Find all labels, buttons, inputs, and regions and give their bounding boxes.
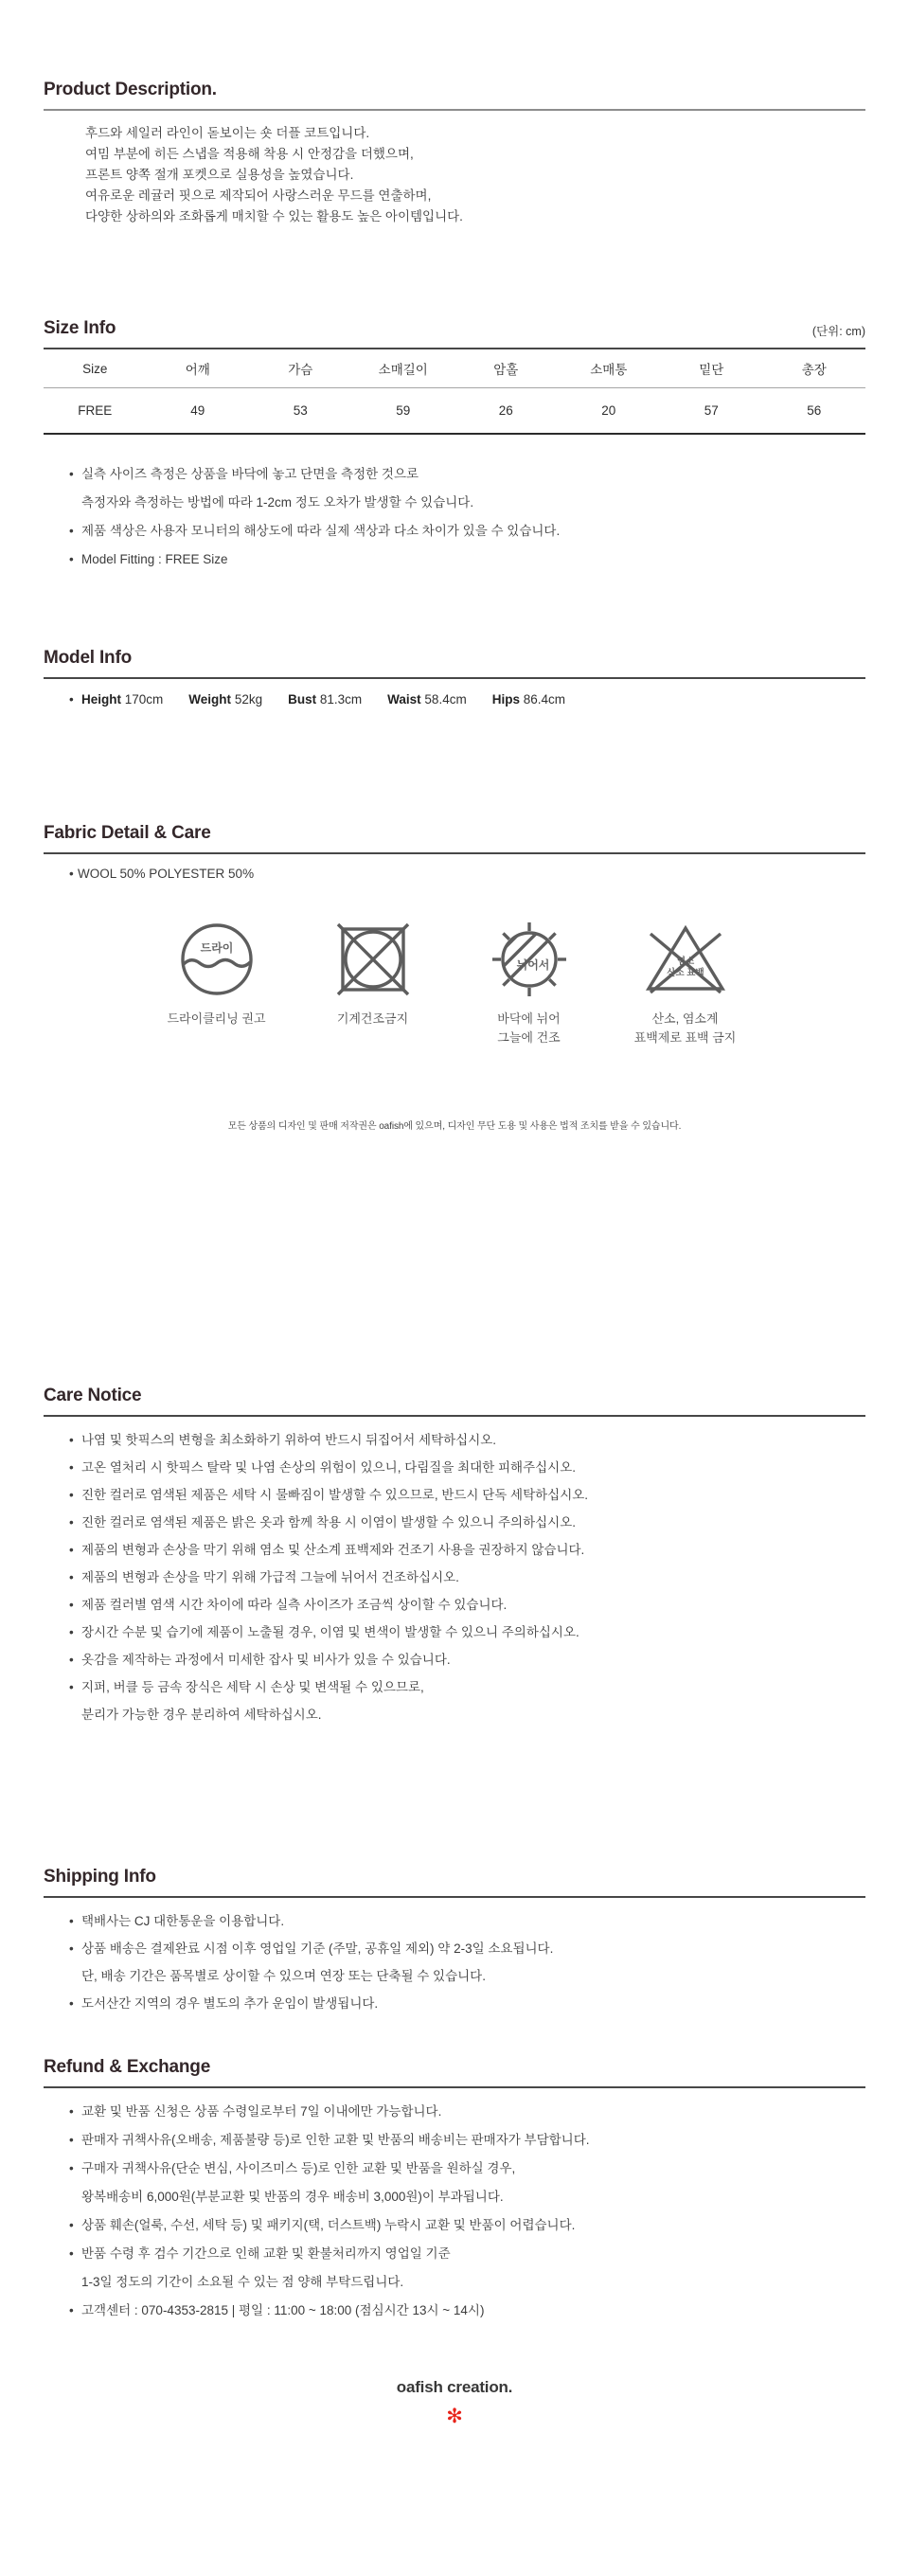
care-notice-item [44,1426,865,1454]
composition-line [44,864,865,885]
item-text: 왕복배송비 6,000원(부분교환 및 반품의 경우 배송비 3,000원)이 부과됩니다. [81,2190,504,2204]
bullet: • [69,1598,74,1612]
bullet [69,2268,81,2297]
size-table-cell: 20 [558,388,661,435]
bullet: • [69,1460,74,1475]
stat-value: 52kg [234,692,263,707]
item-text: 분리가 가능한 경우 분리하여 세탁하십시오. [81,1708,322,1722]
size-table-cell: FREE [44,388,147,435]
care-symbol-dry-flat-shade [451,919,607,1047]
size-info-title: Size Info [44,318,116,338]
size-table-header: 소매통 [558,349,661,388]
care-notice-list [44,1426,865,1728]
section-divider [44,2086,865,2088]
size-info-header [44,318,865,348]
bullet: • [69,2104,74,2119]
bullet: • [69,692,74,707]
size-table [44,349,865,435]
shipping-info-item [44,1962,865,1990]
model-stat [387,690,467,709]
item-text: 교환 및 반품 신청은 상품 수령일로부터 7일 이내에만 가능합니다. [81,2104,442,2119]
stat-label: Waist [387,692,421,707]
refund-exchange-item [44,2126,865,2155]
copyright-notice: 모든 상품의 디자인 및 판매 저작권은 oafish에 있으며, 디자인 무단 도용 및 사용은 법적 조치를 받을 수 있습니다. [227,1121,682,1132]
care-symbol-label: 드라이클리닝 권고 [167,1011,266,1026]
care-symbol-label: 기계건조금지 [336,1011,409,1026]
item-text: 도서산간 지역의 경우 별도의 추가 운임이 발생됩니다. [81,1996,379,2011]
stat-value: 81.3cm [319,692,363,707]
size-table-cell: 53 [249,388,352,435]
bullet: • [69,1515,74,1530]
care-symbols-row [138,919,763,1047]
description-line: 프론트 양쪽 절개 포켓으로 실용성을 높였습니다. [85,168,354,182]
size-unit-note: (단위: cm) [811,325,865,338]
size-table-header: 가슴 [249,349,352,388]
care-symbol-label: 그늘에 건조 [497,1030,561,1045]
description-line: 여유로운 레귤러 핏으로 제작되어 사랑스러운 무드를 연출하며, [85,188,432,203]
section-shipping-info [44,1867,865,2017]
item-text: 지퍼, 버클 등 금속 장식은 세탁 시 손상 및 변색될 수 있으므로, [81,1680,424,1694]
dry-clean-icon [179,919,255,1000]
care-symbol-dry-clean [138,919,294,1047]
stat-value: 58.4cm [424,692,467,707]
item-text: 1-3일 정도의 기간이 소요될 수 있는 점 양해 부탁드립니다. [81,2275,404,2289]
bullet: • [69,1996,74,2011]
bullet: • [69,1914,74,1928]
item-text: 고온 열처리 시 핫픽스 탈락 및 나염 손상의 위험이 있으니, 다림질을 최대한 피해주십시오. [81,1460,576,1475]
shipping-info-list [44,1907,865,2017]
size-table-cell: 49 [147,388,250,435]
bullet: • [69,1433,74,1447]
svg-text:뉘어서: 뉘어서 [516,958,549,972]
size-note-item [44,517,865,546]
stat-label: Bust [288,692,317,707]
size-table-row [44,388,865,435]
section-divider [44,852,865,854]
refund-exchange-item [44,2211,865,2240]
shipping-info-item [44,1990,865,2017]
item-text: 고객센터 : 070-4353-2815 | 평일 : 11:00 ~ 18:00 (점심시간 13시 ~ 14시) [81,2303,485,2317]
refund-exchange-item [44,2297,865,2325]
care-notice-title: Care Notice [44,1386,142,1405]
shipping-info-item [44,1935,865,1962]
care-notice-item [44,1536,865,1564]
refund-exchange-item [44,2268,865,2297]
bullet: • [69,867,74,881]
refund-exchange-item [44,2098,865,2126]
item-text: 상품 훼손(얼룩, 수선, 세탁 등) 및 패키지(택, 더스트백) 누락시 교환 및 반품이 어렵습니다. [81,2218,576,2232]
care-symbol-label: 표백제로 표백 금지 [633,1030,737,1045]
item-text: 진한 컬러로 염색된 제품은 세탁 시 물빠짐이 발생할 수 있으므로, 반드시 단독 세탁하십시오. [81,1488,589,1502]
refund-exchange-list [44,2098,865,2325]
brand-flower-icon: ✻ [446,2406,463,2427]
shipping-info-item [44,1907,865,1935]
care-notice-item [44,1673,865,1701]
model-info-title: Model Info [44,648,132,668]
refund-exchange-item [44,2183,865,2211]
bullet: • [69,2218,74,2232]
care-notice-item [44,1701,865,1728]
section-divider [44,109,865,111]
size-table-cell: 57 [660,388,763,435]
bullet: • [69,2161,74,2175]
section-model-info [44,648,865,709]
bullet: • [69,1653,74,1667]
stat-label: Weight [188,692,232,707]
refund-exchange-item [44,2240,865,2268]
size-table-header: 암홀 [454,349,558,388]
svg-text:염소: 염소 [676,957,694,967]
bullet: • [69,1543,74,1557]
fabric-composition [44,864,865,885]
bullet: • [69,1625,74,1639]
size-note-item [44,489,865,517]
model-stat [81,690,163,709]
model-stats [44,690,865,709]
care-notice-item [44,1564,865,1591]
item-text: 단, 배송 기간은 품목별로 상이할 수 있으며 연장 또는 단축될 수 있습니다. [81,1969,486,1983]
refund-exchange-item [44,2155,865,2183]
section-divider [44,1415,865,1417]
size-table-header: 총장 [763,349,866,388]
shipping-info-title: Shipping Info [44,1867,156,1887]
bullet: • [69,524,74,538]
bullet: • [69,1941,74,1956]
description-line: 여밈 부분에 히든 스냅을 적용해 착용 시 안정감을 더했으며, [85,147,414,161]
no-bleach-icon [644,919,727,1000]
model-stat [288,690,362,709]
bullet [69,1701,81,1728]
stat-label: Height [81,692,121,707]
section-fabric-care [44,823,865,1132]
note-text: 측정자와 측정하는 방법에 따라 1-2cm 정도 오차가 발생할 수 있습니다. [81,495,474,510]
svg-text:산소 표백: 산소 표백 [666,968,704,978]
refund-exchange-title: Refund & Exchange [44,2057,211,2077]
bullet: • [69,552,74,566]
model-stat [188,690,262,709]
size-table-header: Size [44,349,147,388]
item-text: 나염 및 핫픽스의 변형을 최소화하기 위하여 반드시 뒤집어서 세탁하십시오. [81,1433,497,1447]
note-text: 제품 색상은 사용자 모니터의 해상도에 따라 실제 색상과 다소 차이가 있을 수 있습니다. [81,524,561,538]
section-divider [44,677,865,679]
item-text: 장시간 수분 및 습기에 제품이 노출될 경우, 이염 및 변색이 발생할 수 있으니 주의하십시오. [81,1625,579,1639]
item-text: 제품의 변형과 손상을 막기 위해 가급적 그늘에 뉘어서 건조하십시오. [81,1570,459,1584]
stat-value: 170cm [124,692,164,707]
composition-text: WOOL 50% POLYESTER 50% [78,867,255,881]
section-refund-exchange [44,2057,865,2325]
bullet: • [69,1680,74,1694]
product-description-title: Product Description. [44,80,217,99]
size-table-cell: 59 [352,388,455,435]
svg-text:드라이: 드라이 [200,941,233,955]
section-product-description [44,80,865,227]
brand-footer [44,2378,865,2427]
size-table-cell: 26 [454,388,558,435]
size-table-header-row [44,349,865,388]
note-text: 실측 사이즈 측정은 상품을 바닥에 놓고 단면을 측정한 것으로 [81,467,419,481]
section-divider [44,1896,865,1898]
care-notice-item [44,1454,865,1481]
description-line: 후드와 세일러 라인이 돋보이는 숏 더플 코트입니다. [85,126,370,140]
size-table-header: 소매길이 [352,349,455,388]
bullet: • [69,2303,74,2317]
item-text: 택배사는 CJ 대한통운을 이용합니다. [81,1914,285,1928]
care-notice-item [44,1619,865,1646]
bullet: • [69,2133,74,2147]
no-tumble-dry-icon [335,919,411,1000]
care-notice-item [44,1481,865,1509]
bullet: • [69,1488,74,1502]
care-symbol-label: 바닥에 뉘어 [497,1011,561,1026]
care-symbol-label: 산소, 염소계 [651,1011,719,1026]
bullet: • [69,2246,74,2261]
item-text: 제품의 변형과 손상을 막기 위해 염소 및 산소계 표백제와 건조기 사용을 권장하지 않습니다. [81,1543,585,1557]
item-text: 제품 컬러별 염색 시간 차이에 따라 실측 사이즈가 조금씩 상이할 수 있습니다. [81,1598,508,1612]
item-text: 반품 수령 후 검수 기간으로 인해 교환 및 환불처리까지 영업일 기준 [81,2246,451,2261]
item-text: 구매자 귀책사유(단순 변심, 사이즈미스 등)로 인한 교환 및 반품을 원하실 경우, [81,2161,516,2175]
size-table-header: 어깨 [147,349,250,388]
care-notice-item [44,1509,865,1536]
section-care-notice [44,1386,865,1728]
section-size-info [44,318,865,574]
item-text: 판매자 귀책사유(오배송, 제품불량 등)로 인한 교환 및 반품의 배송비는 판매자가 부담합니다. [81,2133,590,2147]
size-table-cell: 56 [763,388,866,435]
dry-flat-in-shade-icon [489,919,570,1000]
bullet [69,2183,81,2211]
item-text: 진한 컬러로 염색된 제품은 밝은 옷과 함께 착용 시 이염이 발생할 수 있으니 주의하십시오. [81,1515,576,1530]
item-text: 옷감을 제작하는 과정에서 미세한 잡사 및 비사가 있을 수 있습니다. [81,1653,451,1667]
care-notice-item [44,1591,865,1619]
brand-logo-text: oafish creation. [396,2378,513,2396]
size-note-item [44,460,865,489]
size-note-item [44,546,865,574]
bullet: • [69,1570,74,1584]
bullet: • [69,467,74,481]
note-text: Model Fitting : FREE Size [81,552,228,566]
care-symbol-no-bleach [607,919,763,1047]
fabric-care-title: Fabric Detail & Care [44,823,211,843]
care-symbol-no-tumble-dry [294,919,451,1047]
care-notice-item [44,1646,865,1673]
product-description-text [85,123,865,227]
bullet [69,489,81,517]
description-line: 다양한 상하의와 조화롭게 매치할 수 있는 활용도 높은 아이템입니다. [85,209,463,224]
stat-label: Hips [491,692,520,707]
bullet [69,1962,81,1990]
size-notes [44,460,865,574]
size-table-header: 밑단 [660,349,763,388]
model-stat [492,690,565,709]
item-text: 상품 배송은 결제완료 시점 이후 영업일 기준 (주말, 공휴일 제외) 약 2-3일 소요됩니다. [81,1941,554,1956]
stat-value: 86.4cm [523,692,566,707]
